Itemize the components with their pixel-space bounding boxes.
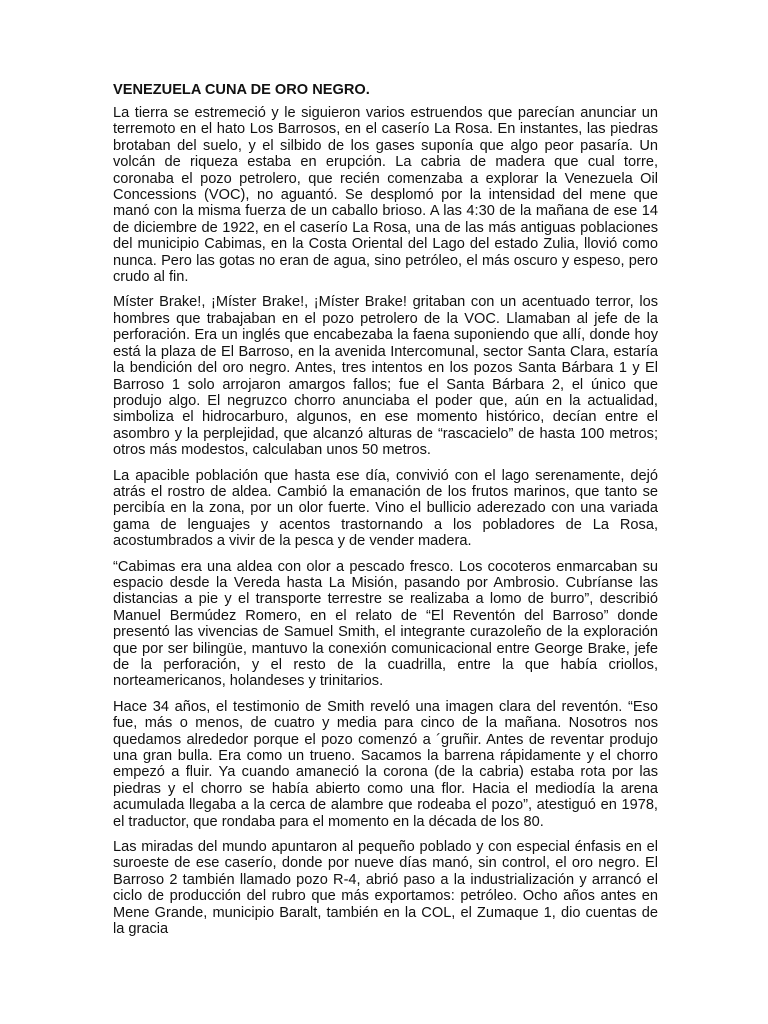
paragraph-miradas-mundo: Las miradas del mundo apuntaron al pequeño poblado y con especial énfasis en el suroeste de ese caserío, donde por nueve días manó, sin control, el oro negro. El Barroso 2 también llamado pozo R-4, abrió paso a la industrialización y arrancó el ciclo de producción del rubro que más exportamos: petróleo. Ocho años antes en Mene Grande, municipio Baralt, también en la COL, el Zumaque 1, dio cuentas de la gracia	[113, 839, 658, 938]
paragraph-poblacion: La apacible población que hasta ese día, convivió con el lago serenamente, dejó atrás el rostro de aldea. Cambió la emanación de los frutos marinos, que tanto se percibía en la zona, por un olor fuerte. Vino el bullicio aderezado con una variada gama de lenguajes y acentos trastornando a los pobladores de La Rosa, acostumbrados a vivir de la pesca y de vender madera.	[113, 467, 658, 550]
paragraph-reventon: La tierra se estremeció y le siguieron varios estruendos que parecían anunciar un terremoto en el hato Los Barrosos, en el caserío La Rosa. En instantes, las piedras brotaban del suelo, y el silbido de los gases suponía que algo peor pasaría. Un volcán de riqueza estaba en erupción. La cabria de madera que cual torre, coronaba el pozo petrolero, que recién comenzaba a explorar la Venezuela Oil Concessions (VOC), no aguantó. Se desplomó por la intensidad del mene que manó con la misma fuerza de un caballo brioso. A las 4:30 de la mañana de ese 14 de diciembre de 1922, en el caserío La Rosa, una de las más antiguas poblaciones del municipio Cabimas, en la Costa Oriental del Lago del estado Zulia, llovió como nunca. Pero las gotas no eran de agua, sino petróleo, el más oscuro y espeso, pero crudo al fin.	[113, 105, 658, 286]
paragraph-mister-brake: Míster Brake!, ¡Míster Brake!, ¡Míster Brake! gritaban con un acentuado terror, los hombres que trabajaban en el pozo petrolero de la VOC. Llamaban al jefe de la perforación. Era un inglés que encabezaba la faena suponiendo que allí, donde hoy está la plaza de El Barroso, en la avenida Intercomunal, sector Santa Clara, estaría la bendición del oro negro. Antes, tres intentos en los pozos Santa Bárbara 1 y El Barroso 1 solo arrojaron amargos fallos; fue el Santa Bárbara 2, el único que produjo algo. El negruzco chorro anunciaba el poder que, aún en la actualidad, simboliza el hidrocarburo, algunos, en ese momento histórico, decían entre el asombro y la perplejidad, que alcanzó alturas de “rascacielo” de hasta 100 metros; otros más modestos, calculaban unos 50 metros.	[113, 294, 658, 459]
document-page	[113, 81, 658, 938]
paragraph-testimonio-smith: Hace 34 años, el testimonio de Smith reveló una imagen clara del reventón. “Eso fue, más o menos, de cuatro y media para cinco de la mañana. Nosotros nos quedamos alrededor porque el pozo comenzó a ´gruñir. Antes de reventar produjo una gran bulla. Era como un trueno. Sacamos la barrena rápidamente y el chorro empezó a fluir. Ya cuando amaneció la corona (de la cabria) estaba rota por las piedras y el chorro se había abierto como una flor. Hacia el mediodía la arena acumulada llegaba a la cerca de alambre que rodeaba el pozo”, atestiguó en 1978, el traductor, que rondaba para el momento en la década de los 80.	[113, 698, 658, 830]
paragraph-cabimas-aldea: “Cabimas era una aldea con olor a pescado fresco. Los cocoteros enmarcaban su espacio desde la Vereda hasta La Misión, pasando por Ambrosio. Cubríanse las distancias a pie y el transporte terrestre se realizaba a lomo de burro”, describió Manuel Bermúdez Romero, en el relato de “El Reventón del Barroso” donde presentó las vivencias de Samuel Smith, el integrante curazoleño de la exploración que por ser bilingüe, mantuvo la conexión comunicacional entre George Brake, jefe de la perforación, y el resto de la cuadrilla, entre la que había criollos, norteamericanos, holandeses y trinitarios.	[113, 558, 658, 690]
document-title: VENEZUELA CUNA DE ORO NEGRO.	[113, 82, 370, 98]
